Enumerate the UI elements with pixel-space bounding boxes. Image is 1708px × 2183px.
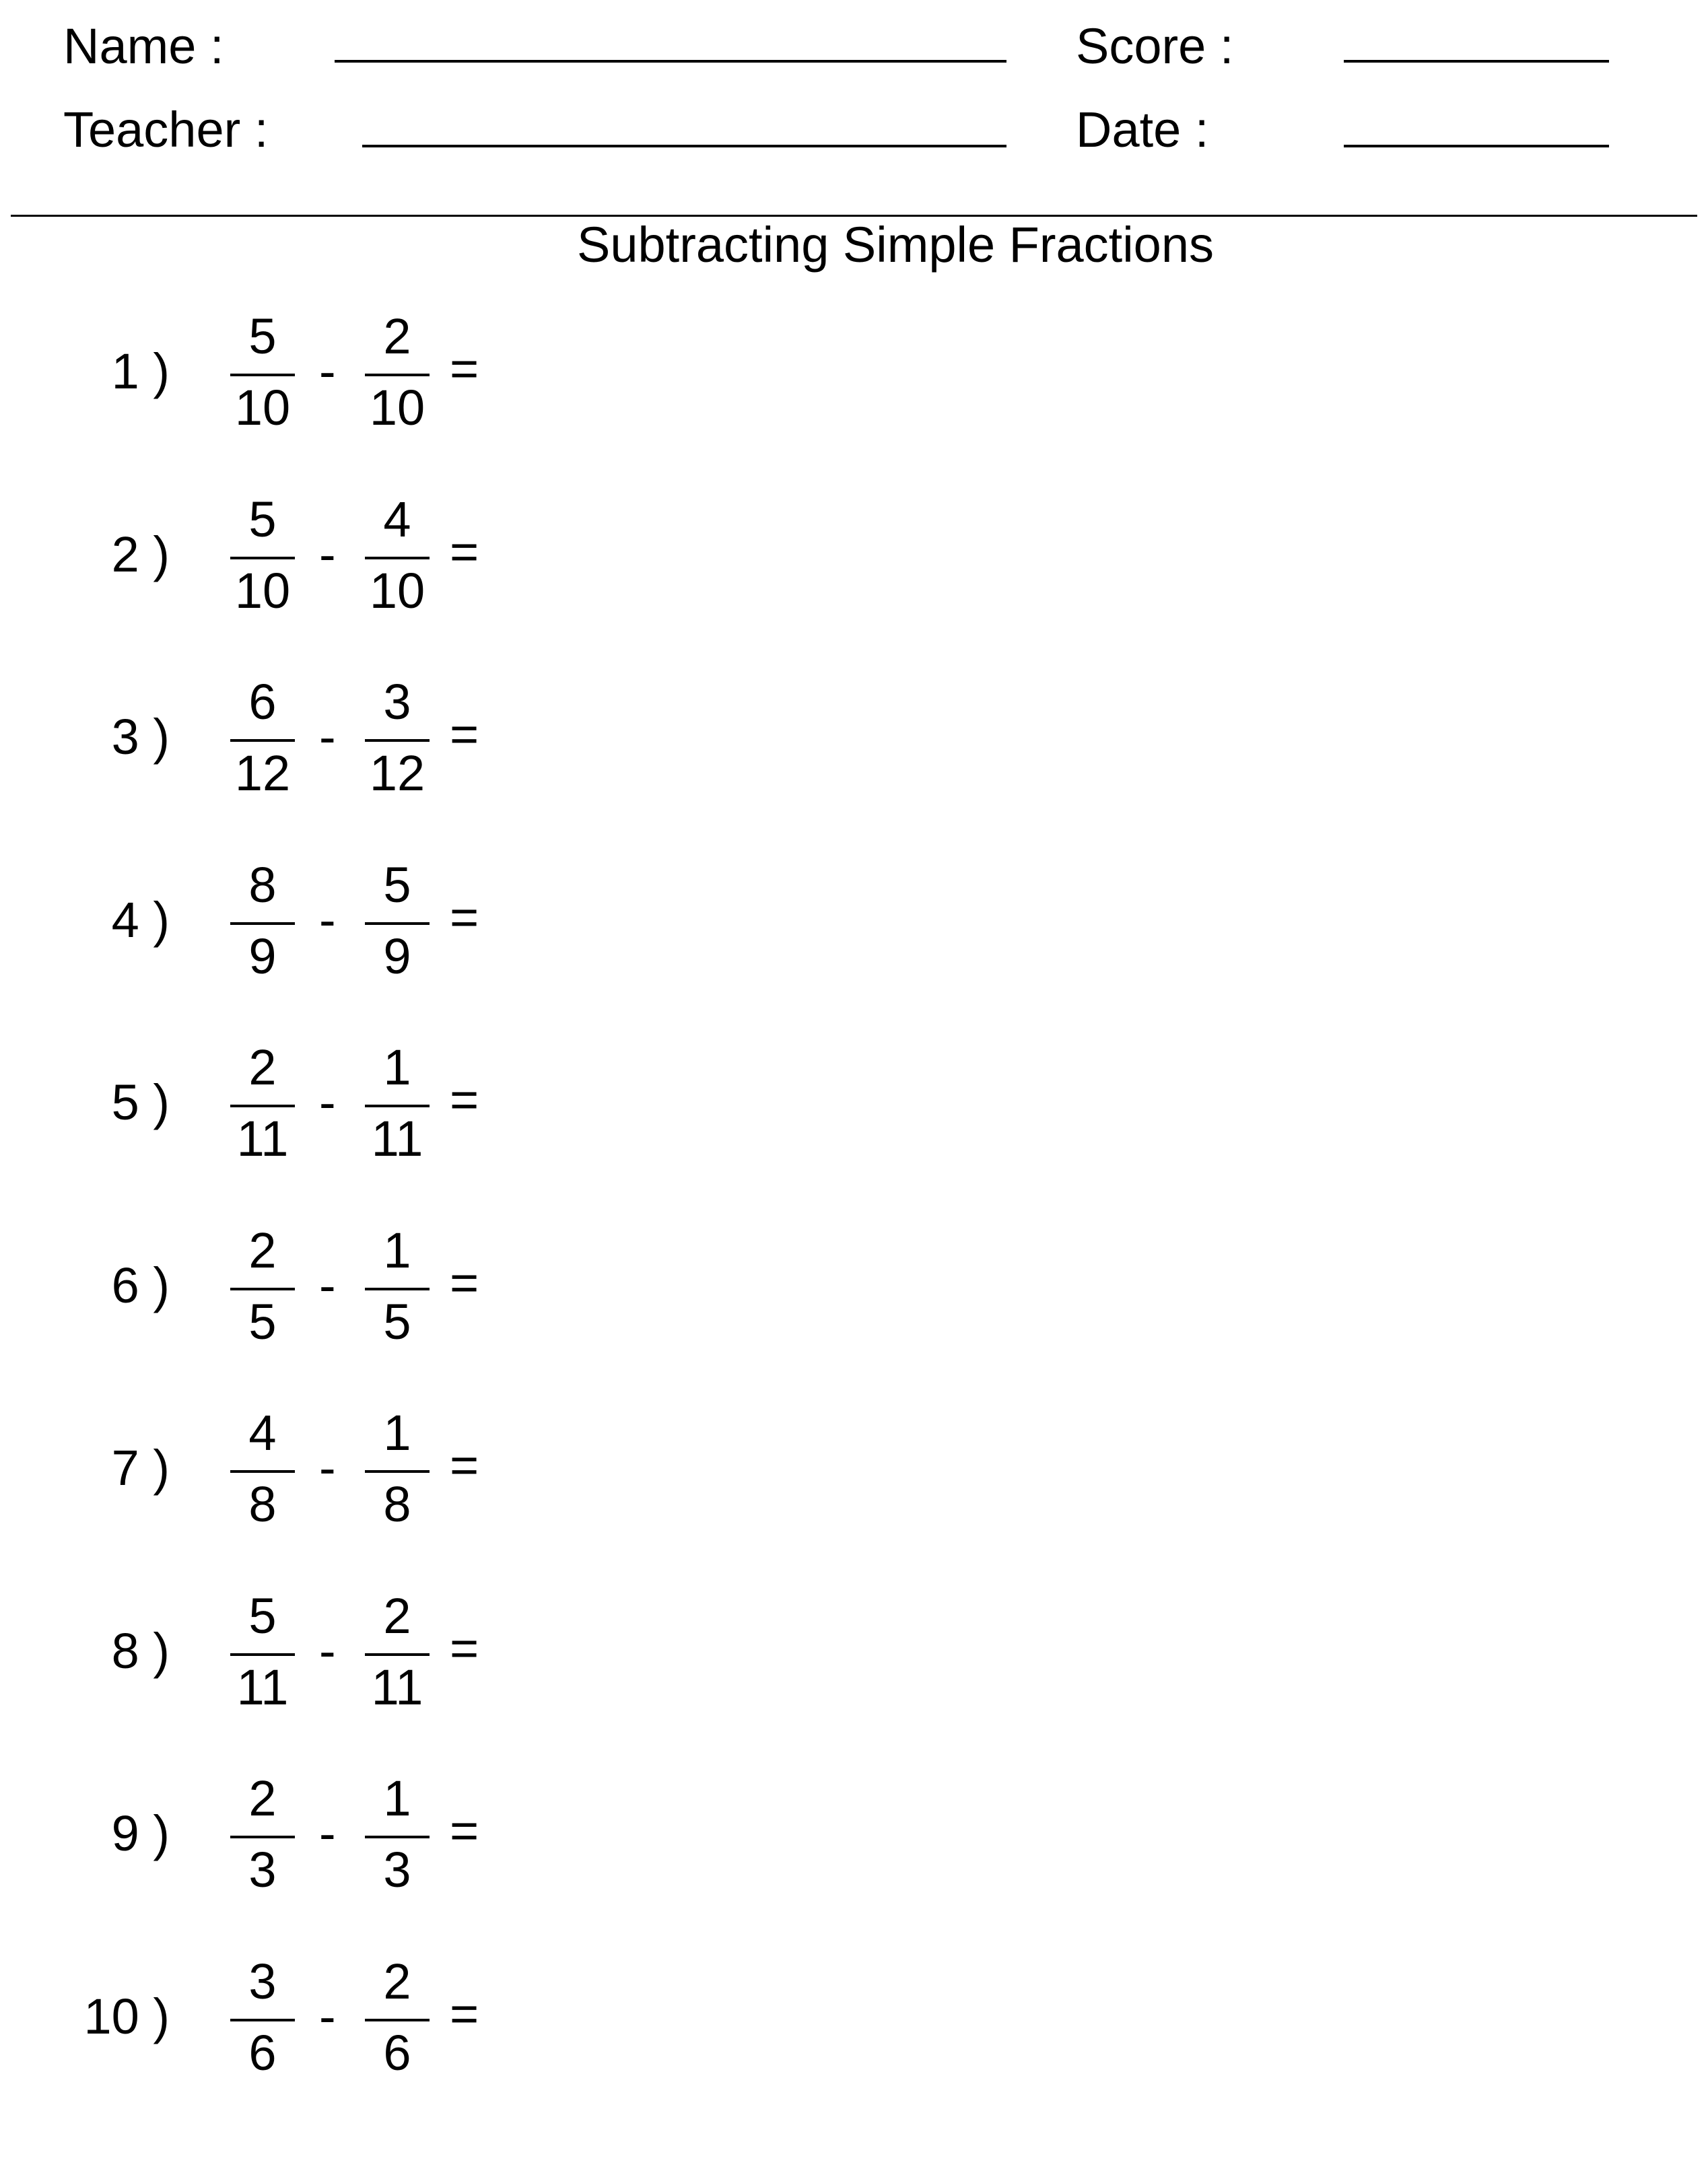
denominator: 10 — [234, 380, 291, 436]
numerator: 1 — [383, 1039, 411, 1095]
second-fraction — [365, 1039, 430, 1177]
equals-sign: = — [450, 341, 479, 396]
second-fraction — [365, 491, 430, 629]
problem-1 — [0, 308, 512, 446]
denominator: 11 — [371, 1111, 423, 1167]
numerator: 4 — [383, 491, 411, 547]
numerator: 8 — [248, 857, 277, 913]
numerator: 2 — [248, 1222, 277, 1278]
second-fraction — [365, 674, 430, 812]
problem-6 — [0, 1222, 512, 1360]
first-fraction — [230, 1039, 295, 1177]
fraction-bar — [230, 739, 295, 742]
denominator: 11 — [236, 1111, 289, 1167]
problem-number: 5 ) — [111, 1074, 170, 1130]
numerator: 1 — [383, 1222, 411, 1278]
numerator: 5 — [248, 491, 277, 547]
equals-sign: = — [450, 1620, 479, 1676]
fraction-bar — [230, 557, 295, 559]
equals-sign: = — [450, 524, 479, 580]
first-fraction — [230, 1405, 295, 1543]
problem-number: 7 ) — [111, 1440, 170, 1496]
denominator: 9 — [248, 928, 277, 984]
numerator: 3 — [248, 1953, 277, 2009]
problem-number: 1 ) — [111, 343, 170, 399]
fraction-bar — [365, 374, 430, 376]
minus-sign: - — [319, 1440, 336, 1496]
first-fraction — [230, 491, 295, 629]
denominator: 11 — [236, 1659, 289, 1715]
numerator: 5 — [248, 1588, 277, 1644]
denominator: 3 — [248, 1842, 277, 1898]
fraction-bar — [230, 1836, 295, 1838]
denominator: 8 — [383, 1476, 411, 1532]
first-fraction — [230, 1953, 295, 2091]
numerator: 4 — [248, 1405, 277, 1461]
name-label: Name : — [63, 18, 224, 74]
problem-4 — [0, 857, 512, 995]
second-fraction — [365, 1953, 430, 2091]
equals-sign: = — [450, 1072, 479, 1128]
date-field[interactable] — [1344, 145, 1609, 147]
problem-7 — [0, 1405, 512, 1543]
denominator: 8 — [248, 1476, 277, 1532]
fraction-bar — [365, 1288, 430, 1290]
minus-sign: - — [319, 1257, 336, 1313]
second-fraction — [365, 1770, 430, 1908]
numerator: 2 — [383, 308, 411, 364]
second-fraction — [365, 308, 430, 446]
problem-number: 2 ) — [111, 526, 170, 582]
equals-sign: = — [450, 1255, 479, 1311]
denominator: 12 — [369, 745, 425, 801]
fraction-bar — [365, 1836, 430, 1838]
equals-sign: = — [450, 1803, 479, 1859]
problem-number: 4 ) — [111, 892, 170, 948]
minus-sign: - — [319, 343, 336, 399]
minus-sign: - — [319, 1623, 336, 1679]
numerator: 2 — [248, 1770, 277, 1826]
problem-3 — [0, 674, 512, 812]
problem-number: 10 ) — [83, 1988, 170, 2044]
first-fraction — [230, 1222, 295, 1360]
fraction-bar — [230, 1470, 295, 1473]
problem-9 — [0, 1770, 512, 1908]
denominator: 12 — [234, 745, 291, 801]
fraction-bar — [230, 922, 295, 925]
second-fraction — [365, 857, 430, 995]
denominator: 3 — [383, 1842, 411, 1898]
denominator: 6 — [383, 2025, 411, 2081]
problem-number: 6 ) — [111, 1257, 170, 1313]
first-fraction — [230, 1588, 295, 1726]
fraction-bar — [365, 1105, 430, 1107]
problem-8 — [0, 1588, 512, 1726]
worksheet-title: Subtracting Simple Fractions — [577, 217, 1214, 273]
fraction-bar — [230, 2019, 295, 2021]
numerator: 1 — [383, 1405, 411, 1461]
fraction-bar — [230, 374, 295, 376]
denominator: 6 — [248, 2025, 277, 2081]
minus-sign: - — [319, 1988, 336, 2044]
minus-sign: - — [319, 526, 336, 582]
first-fraction — [230, 674, 295, 812]
numerator: 2 — [383, 1588, 411, 1644]
second-fraction — [365, 1588, 430, 1726]
denominator: 11 — [371, 1659, 423, 1715]
numerator: 5 — [248, 308, 277, 364]
numerator: 5 — [383, 857, 411, 913]
name-field[interactable] — [335, 60, 1006, 63]
fraction-bar — [365, 1653, 430, 1656]
problem-10 — [0, 1953, 512, 2091]
minus-sign: - — [319, 709, 336, 765]
fraction-bar — [365, 1470, 430, 1473]
equals-sign: = — [450, 706, 479, 762]
fraction-bar — [230, 1653, 295, 1656]
fraction-bar — [230, 1288, 295, 1290]
minus-sign: - — [319, 1805, 336, 1861]
problem-number: 3 ) — [111, 709, 170, 765]
problem-number: 8 ) — [111, 1623, 170, 1679]
fraction-bar — [365, 922, 430, 925]
denominator: 10 — [234, 563, 291, 619]
numerator: 2 — [383, 1953, 411, 2009]
numerator: 3 — [383, 674, 411, 730]
teacher-field[interactable] — [362, 145, 1006, 147]
denominator: 9 — [383, 928, 411, 984]
first-fraction — [230, 1770, 295, 1908]
minus-sign: - — [319, 892, 336, 948]
denominator: 10 — [369, 380, 425, 436]
second-fraction — [365, 1222, 430, 1360]
teacher-label: Teacher : — [63, 102, 269, 158]
score-label: Score : — [1076, 18, 1234, 74]
problem-number: 9 ) — [111, 1805, 170, 1861]
equals-sign: = — [450, 889, 479, 945]
score-field[interactable] — [1344, 60, 1609, 63]
fraction-bar — [365, 2019, 430, 2021]
date-label: Date : — [1076, 102, 1209, 158]
first-fraction — [230, 308, 295, 446]
fraction-bar — [365, 557, 430, 559]
first-fraction — [230, 857, 295, 995]
equals-sign: = — [450, 1986, 479, 2042]
denominator: 5 — [383, 1294, 411, 1350]
numerator: 6 — [248, 674, 277, 730]
numerator: 2 — [248, 1039, 277, 1095]
minus-sign: - — [319, 1074, 336, 1130]
equals-sign: = — [450, 1437, 479, 1493]
problem-2 — [0, 491, 512, 629]
denominator: 10 — [369, 563, 425, 619]
fraction-bar — [230, 1105, 295, 1107]
problem-5 — [0, 1039, 512, 1177]
numerator: 1 — [383, 1770, 411, 1826]
denominator: 5 — [248, 1294, 277, 1350]
second-fraction — [365, 1405, 430, 1543]
fraction-bar — [365, 739, 430, 742]
